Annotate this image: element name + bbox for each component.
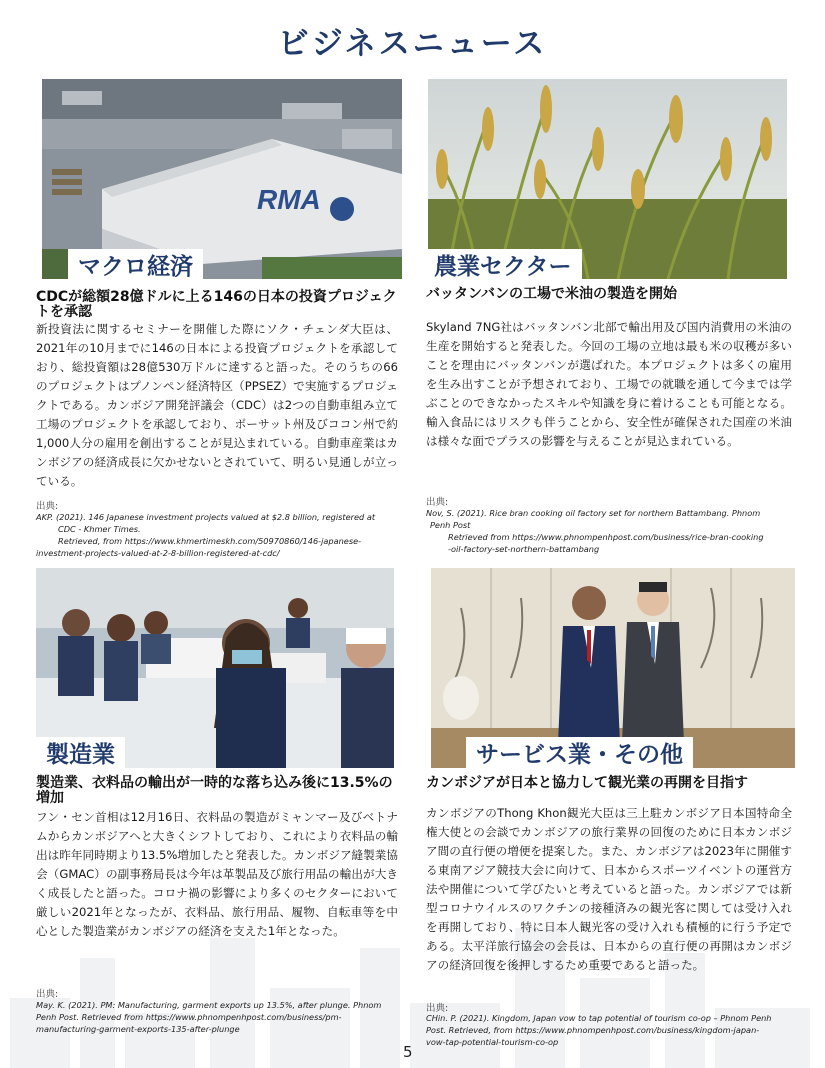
body-manufacturing: フン・セン首相は12月16日、衣料品の製造がミャンマー及びベトナムからカンボジアへと大きくシフトしており、これにより衣料品の輸出は昨年同時期より13.5%増加したと発表した。カンボジア縫製業協会（GMAC）の副事務局長は今年は革製品及び旅行用品の輸出が大きく成長したと語った。コロナ禍の影響により多くのセクターにおいて厳しい2021年となったが、衣料品、旅行用品、履物、自転車等を中心とした製造業がカンボジアの経済を支えた1年となった。 [36,810,398,938]
source-link[interactable]: Penh Post. Retrieved from https://www.phnompenhpost.com/business/pm- [36,1012,342,1022]
source-link[interactable]: Post. Retrieved, from https://www.phnompenhpost.com/business/kingdom-japan- [426,1025,760,1035]
source-link[interactable]: -oil-factory-set-northern-battambang [448,544,600,554]
source-line: AKP. (2021). 146 Japanese investment projects valued at $2.8 billion, registered at [36,512,376,522]
source-link[interactable]: Retrieved from https://www.phnompenhpost.com/business/rice-bran-cooking [448,532,764,542]
body-macro-economy: 新投資法に関するセミナーを開催した際にソク・チェンダ大臣は、2021年の10月までに146の日本による投資プロジェクトを承認しており、総投資額は28億530万ドルに達すると語った。そのうちの66のプロジェクトはプノンペン経済特区（PPSEZ）で実施するプロジェクトである。カンボジア開発評議会（CDC）は2つの自動車組み立て工場のプロジェクトを承認しており、ポーサット州及びココン州で約1,000人分の雇用を創出することが見込まれている。自動車産業はカンボジアの経済成長に欠かせないとされていて、明るい見通しが立っている。 [36,322,398,488]
source-label-agriculture: 出典: [426,497,449,508]
source-line: CDC - Khmer Times. [58,524,141,534]
source-link[interactable]: investment-projects-valued-at-2-8-billion-registered-at-cdc/ [36,548,280,558]
source-macro-economy [36,511,406,559]
page-number: 5 [403,1043,413,1061]
source-line: Nov, S. (2021). Rice bran cooking oil factory set for northern Battambang. Phnom [426,508,761,518]
source-link[interactable]: manufacturing-garment-exports-135-after-plunge [36,1024,240,1034]
headline-macro-economy: CDCが総額28億ドルに上る146の日本の投資プロジェクトを承認 [36,289,397,320]
headline-agriculture: バッタンバンの工場で米油の製造を開始 [426,286,678,302]
source-link[interactable]: vow-tap-potential-tourism-co-op [426,1037,559,1047]
source-line: Penh Post [430,520,471,530]
source-label-services: 出典: [426,1003,449,1014]
section-tag-services: サービス業・その他 [466,737,693,773]
headline-manufacturing: 製造業、衣料品の輸出が一時的な落ち込み後に13.5%の増加 [36,775,393,806]
source-agriculture [426,507,800,555]
section-tag-agriculture: 農業セクター [424,249,582,285]
source-label-manufacturing: 出典: [36,989,59,1000]
source-line: May. K. (2021). PM: Manufacturing, garment exports up 13.5%, after plunge. Phnom [36,1000,382,1010]
body-agriculture: Skyland 7NG社はバッタンバン北部で輸出用及び国内消費用の米油の生産を開始すると発表した。今回の工場の立地は最も米の収穫が多いことを理由にバッタンバンが選ばれた。本プロジェクトは多くの雇用を生み出すことが予想されており、工場での就職を通して今までは学ぶことのできなかったスキルや知識を身に着けることも可能となる。輸入食品にはリスクも伴うことから、安全性が確保された国産の米油は様々な面でプラスの影響を与えることが見込まれている。 [426,320,792,448]
source-link[interactable]: Retrieved, from https://www.khmertimeskh.com/50970860/146-japanese- [58,536,362,546]
body-services: カンボジアのThong Khon観光大臣は三上駐カンボジア日本国特命全権大使との会談でカンボジアの旅行業界の回復のために日本カンボジア間の直行便の増便を提案した。また、カンボジアは2023年に開催する東南アジア競技大会に向けて、日本からスポーツイベントの運営方法や開催について学びたいと考えていると語った。カンボジアでは新型コロナウイルスのワクチンの接種済みの観光客に関しては受け入れを再開しており、特に日本人観光客の受け入れも積極的に行う予定である。太平洋旅行協会の会長は、日本からの直行便の再開はカンボジアの経済回復を後押しするため重要であると語った。 [426,806,792,972]
source-line: CHin. P. (2021). Kingdom, Japan vow to tap potential of tourism co-op – Phnom Penh [426,1013,772,1023]
svg-text:RMA: RMA [257,184,321,215]
page-title: ビジネスニュース [277,26,548,62]
source-services [426,1012,800,1048]
source-manufacturing [36,999,406,1035]
section-tag-manufacturing: 製造業 [36,737,125,773]
headline-services: カンボジアが日本と協力して観光業の再開を目指す [426,775,748,791]
section-tag-macro-economy: マクロ経済 [68,249,203,285]
source-label-macro-economy: 出典: [36,501,59,512]
